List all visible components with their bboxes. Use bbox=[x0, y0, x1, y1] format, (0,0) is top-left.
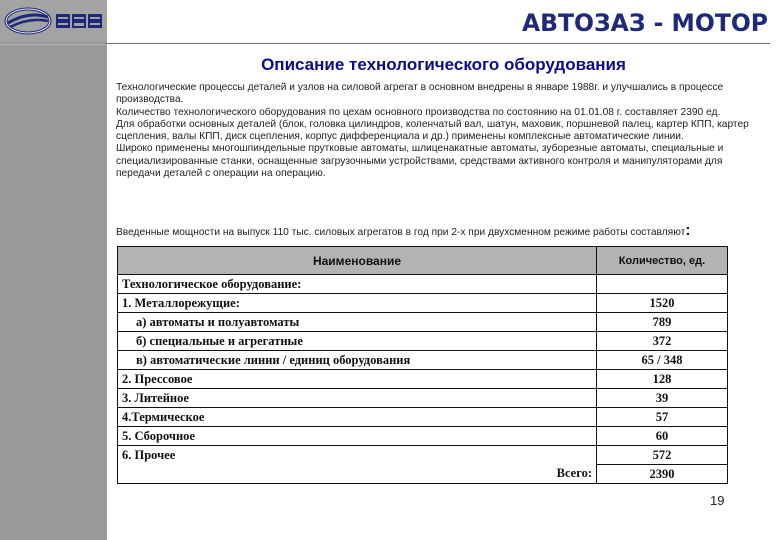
row-name: а) автоматы и полуавтоматы bbox=[118, 313, 597, 332]
zaz-logo bbox=[4, 7, 106, 35]
paragraph: Широко применены многошпиндельные прутковые автоматы, шлиценакатные автоматы, зуборезные автоматы, специальные и специализированные станки, оснащенные загрузочными устройствами, средствами активного контроля и манипуляторами для передачи деталей с операции на операцию. bbox=[116, 143, 724, 180]
table-row bbox=[118, 427, 728, 446]
table-row bbox=[118, 294, 728, 313]
capacity-intro-text: Введенные мощности на выпуск 110 тыс. силовых агрегатов в год при 2-х при двухсменном режиме работы составляют bbox=[116, 227, 686, 238]
page-number: 19 bbox=[710, 493, 725, 508]
description-text bbox=[116, 82, 756, 180]
total-label: Всего: bbox=[118, 465, 597, 484]
avtozaz-motor-logo bbox=[522, 10, 770, 36]
total-qty: 2390 bbox=[597, 465, 728, 484]
row-name: 5. Сборочное bbox=[118, 427, 597, 446]
table-header-row bbox=[118, 247, 728, 275]
row-qty: 60 bbox=[597, 427, 728, 446]
table-row bbox=[118, 351, 728, 370]
equipment-table bbox=[117, 246, 728, 484]
table-row bbox=[118, 389, 728, 408]
svg-text:АВТОЗАЗ - МОТОР: АВТОЗАЗ - МОТОР bbox=[522, 10, 768, 36]
table-row bbox=[118, 275, 728, 294]
sidebar-divider bbox=[0, 44, 107, 45]
left-sidebar bbox=[0, 0, 107, 540]
row-name: в) автоматические линии / единиц оборудования bbox=[118, 351, 597, 370]
table-row bbox=[118, 332, 728, 351]
table-row bbox=[118, 370, 728, 389]
row-name: Технологическое оборудование: bbox=[118, 275, 597, 294]
row-qty: 39 bbox=[597, 389, 728, 408]
avtozaz-motor-wordmark-icon bbox=[522, 10, 770, 36]
zaz-emblem-icon bbox=[4, 7, 106, 35]
row-qty: 65 / 348 bbox=[597, 351, 728, 370]
row-qty: 128 bbox=[597, 370, 728, 389]
column-header-name: Наименование bbox=[118, 247, 597, 275]
table-row bbox=[118, 408, 728, 427]
column-header-qty: Количество, ед. bbox=[597, 247, 728, 275]
paragraph: Количество технологического оборудования по цехам основного производства по состоянию на 01.01.08 г. составляет 2390 ед. bbox=[116, 106, 721, 118]
row-name: 6. Прочее bbox=[118, 446, 597, 465]
paragraph: Для обработки основных деталей (блок, головка цилиндров, коленчатый вал, шатун, маховик, поршневой палец, картер КПП, картер сцепления, валы КПП, диск сцепления, корпус дифференциала и др.) применены комплексные автоматические линии. bbox=[116, 118, 749, 143]
row-qty: 1520 bbox=[597, 294, 728, 313]
row-qty bbox=[597, 275, 728, 294]
row-name: 3. Литейное bbox=[118, 389, 597, 408]
capacity-intro bbox=[116, 222, 756, 240]
row-name: 4.Термическое bbox=[118, 408, 597, 427]
row-qty: 57 bbox=[597, 408, 728, 427]
table-total-row bbox=[118, 465, 728, 484]
row-qty: 372 bbox=[597, 332, 728, 351]
row-qty: 789 bbox=[597, 313, 728, 332]
paragraph: Технологические процессы деталей и узлов на силовой агрегат в основном внедрены в январе 1988г. и улучшались в процессе производства. bbox=[116, 82, 724, 106]
intro-colon: : bbox=[685, 222, 691, 239]
header-divider bbox=[105, 43, 770, 44]
row-name: 2. Прессовое bbox=[118, 370, 597, 389]
row-name: 1. Металлорежущие: bbox=[118, 294, 597, 313]
row-name: б) специальные и агрегатные bbox=[118, 332, 597, 351]
table-row bbox=[118, 446, 728, 465]
row-qty: 572 bbox=[597, 446, 728, 465]
table-row bbox=[118, 313, 728, 332]
page-title: Описание технологического оборудования bbox=[261, 55, 626, 74]
